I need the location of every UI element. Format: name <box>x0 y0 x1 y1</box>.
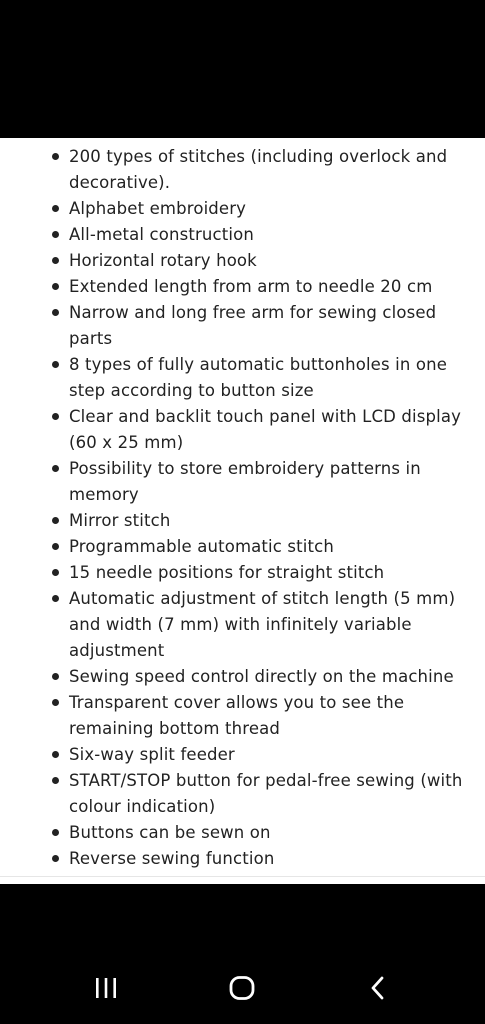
list-item: Horizontal rotary hook <box>0 248 485 274</box>
status-bar-area <box>0 0 485 138</box>
list-item: Buttons can be sewn on <box>0 820 485 846</box>
home-icon <box>228 975 256 1001</box>
list-item: 200 types of stitches (including overlock and decorative). <box>0 144 485 196</box>
list-item: Narrow and long free arm for sewing closed parts <box>0 300 485 352</box>
list-item: Clear and backlit touch panel with LCD display (60 x 25 mm) <box>0 404 485 456</box>
list-item: Extended length from arm to needle 20 cm <box>0 274 485 300</box>
back-icon <box>367 975 389 1001</box>
list-item: Programmable automatic stitch <box>0 534 485 560</box>
list-item: 15 needle positions for straight stitch <box>0 560 485 586</box>
list-item: Possibility to store embroidery patterns in memory <box>0 456 485 508</box>
list-item: 8 types of fully automatic buttonholes in one step according to button size <box>0 352 485 404</box>
back-button[interactable] <box>358 972 398 1004</box>
navigation-bar <box>0 884 485 1024</box>
list-item: Sewing speed control directly on the machine <box>0 664 485 690</box>
list-item: Reverse sewing function <box>0 846 485 872</box>
list-item: Transparent cover allows you to see the remaining bottom thread <box>0 690 485 742</box>
list-item: Alphabet embroidery <box>0 196 485 222</box>
content-divider <box>0 876 485 877</box>
list-item: START/STOP button for pedal-free sewing (with colour indication) <box>0 768 485 820</box>
feature-list <box>0 144 485 872</box>
product-feature-content[interactable] <box>0 138 485 884</box>
list-item: Mirror stitch <box>0 508 485 534</box>
list-item: Six-way split feeder <box>0 742 485 768</box>
home-button[interactable] <box>222 972 262 1004</box>
recent-apps-button[interactable] <box>86 972 126 1004</box>
list-item: Automatic adjustment of stitch length (5 mm) and width (7 mm) with infinitely variable adjustment <box>0 586 485 664</box>
list-item: All-metal construction <box>0 222 485 248</box>
recent-apps-icon <box>93 976 119 1000</box>
